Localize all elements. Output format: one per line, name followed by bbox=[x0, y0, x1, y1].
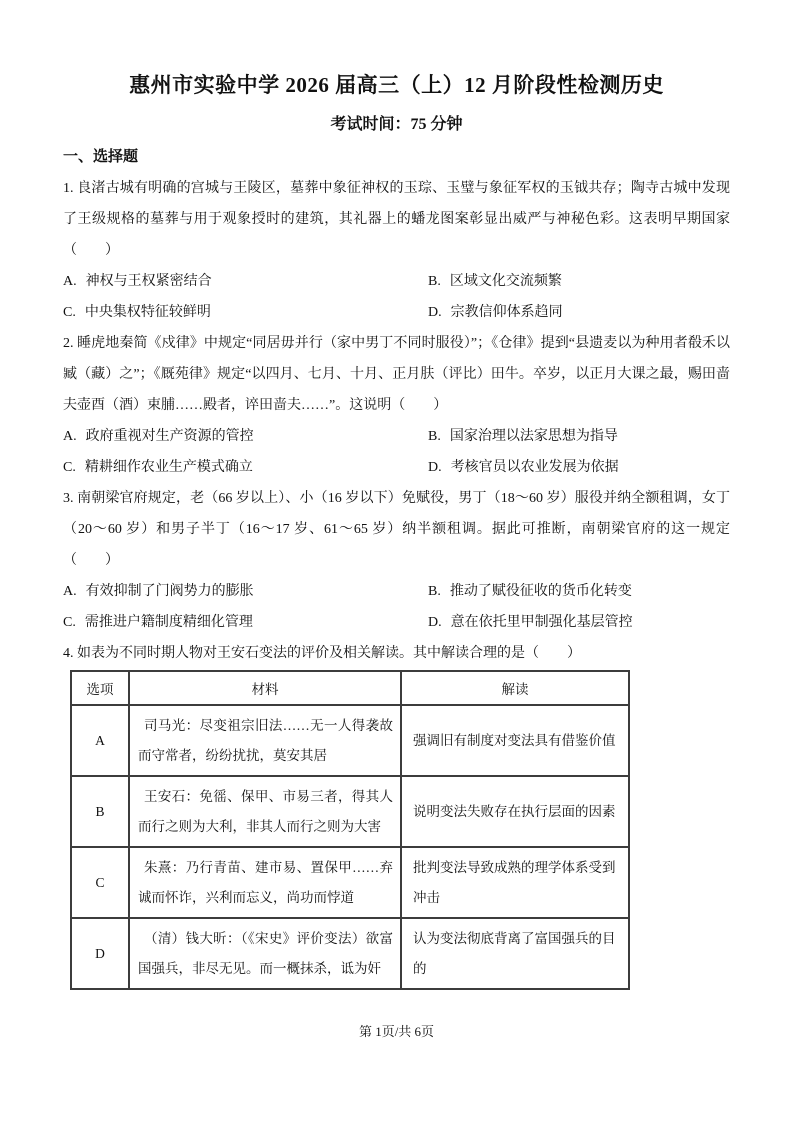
option-text: 推动了赋役征收的货币化转变 bbox=[449, 584, 632, 599]
option-label: C. bbox=[63, 460, 76, 475]
table-row bbox=[71, 776, 629, 847]
option-text: 宗教信仰体系趋同 bbox=[450, 305, 563, 320]
question-3-stem: 3. 南朝梁官府规定，老（66 岁以上）、小（16 岁以下）免赋役，男丁（18～60 岁）服役并纳全额租调，女丁（20～60 岁）和男子半丁（16～17 岁、61～65 岁）纳半额租调。据此可推断，南朝梁官府的这一规定（ ） bbox=[63, 491, 730, 568]
option-label: A. bbox=[63, 584, 77, 599]
cell-material: 朱熹：乃行青苗、建市易、置保甲……弃诚而怀诈，兴利而忘义，尚功而悖道 bbox=[129, 847, 401, 918]
cell-interpretation: 说明变法失败存在执行层面的因素 bbox=[401, 776, 629, 847]
page-footer: 第 1页/共 6页 bbox=[358, 1024, 435, 1039]
question-1-options bbox=[63, 266, 730, 328]
question-3-options bbox=[63, 576, 730, 638]
option-1b bbox=[428, 266, 730, 297]
option-text: 有效抑制了门阀势力的膨胀 bbox=[85, 584, 254, 599]
option-2d bbox=[428, 452, 730, 483]
option-label: D. bbox=[428, 460, 442, 475]
table-row bbox=[71, 705, 629, 776]
option-1d bbox=[428, 297, 730, 328]
page-title: 惠州市实验中学 2026 届高三（上）12 月阶段性检测历史 bbox=[129, 73, 664, 97]
option-label: A. bbox=[63, 429, 77, 444]
question-1-stem: 1. 良渚古城有明确的宫城与王陵区，墓葬中象征神权的玉琮、玉璧与象征军权的玉钺共存；陶寺古城中发现了王级规格的墓葬与用于观象授时的建筑，其礼器上的蟠龙图案彰显出威严与神秘色彩。这表明早期国家（ ） bbox=[63, 181, 730, 258]
table-row bbox=[71, 918, 629, 989]
option-3d bbox=[428, 607, 730, 638]
section-heading: 一、选择题 bbox=[63, 149, 139, 165]
option-1c bbox=[63, 297, 428, 328]
option-text: 神权与王权紧密结合 bbox=[85, 274, 212, 289]
option-text: 意在依托里甲制强化基层管控 bbox=[450, 615, 633, 630]
cell-material: （清）钱大昕：（《宋史》评价变法）欲富国强兵，非尽无见。而一概抹杀，诋为奸 bbox=[129, 918, 401, 989]
cell-option: C bbox=[71, 847, 129, 918]
question-2-stem: 2. 睡虎地秦简《戍律》中规定“同居毋并行（家中男丁不同时服役）”；《仓律》提到“县遗麦以为种用者殽禾以臧（藏）之”；《厩苑律》规定“以四月、七月、十月、正月肤（评比）田牛。卒岁，以正月大课之最，赐田啬夫壶酉（酒）束脯……殿者，谇田啬夫……”。这说明（ ） bbox=[63, 336, 730, 413]
option-label: B. bbox=[428, 274, 441, 289]
question-4-table bbox=[70, 670, 630, 990]
option-label: C. bbox=[63, 615, 76, 630]
cell-interpretation: 批判变法导致成熟的理学体系受到冲击 bbox=[401, 847, 629, 918]
option-text: 区域文化交流频繁 bbox=[449, 274, 562, 289]
exam-time: 考试时间：75 分钟 bbox=[330, 116, 463, 133]
cell-option: B bbox=[71, 776, 129, 847]
option-3a bbox=[63, 576, 428, 607]
cell-material: 王安石：免徭、保甲、市易三者，得其人而行之则为大利，非其人而行之则为大害 bbox=[129, 776, 401, 847]
cell-option: A bbox=[71, 705, 129, 776]
header-interpretation: 解读 bbox=[401, 671, 629, 705]
cell-option: D bbox=[71, 918, 129, 989]
option-text: 政府重视对生产资源的管控 bbox=[85, 429, 254, 444]
option-1a bbox=[63, 266, 428, 297]
option-label: D. bbox=[428, 305, 442, 320]
cell-interpretation: 认为变法彻底背离了富国强兵的目的 bbox=[401, 918, 629, 989]
option-label: A. bbox=[63, 274, 77, 289]
option-2a bbox=[63, 421, 428, 452]
option-label: B. bbox=[428, 429, 441, 444]
option-label: D. bbox=[428, 615, 442, 630]
option-2b bbox=[428, 421, 730, 452]
option-text: 需推进户籍制度精细化管理 bbox=[84, 615, 253, 630]
option-2c bbox=[63, 452, 428, 483]
question-4-stem: 4. 如表为不同时期人物对王安石变法的评价及相关解读。其中解读合理的是（ ） bbox=[63, 646, 581, 661]
question-2-options bbox=[63, 421, 730, 483]
option-3c bbox=[63, 607, 428, 638]
option-text: 中央集权特征较鲜明 bbox=[84, 305, 211, 320]
cell-material: 司马光：尽变祖宗旧法……无一人得袭故而守常者，纷纷扰扰，莫安其居 bbox=[129, 705, 401, 776]
option-label: B. bbox=[428, 584, 441, 599]
option-3b bbox=[428, 576, 730, 607]
header-material: 材料 bbox=[129, 671, 401, 705]
table-row bbox=[71, 847, 629, 918]
table-header-row bbox=[71, 671, 629, 705]
option-text: 考核官员以农业发展为依据 bbox=[450, 460, 619, 475]
header-option: 选项 bbox=[71, 671, 129, 705]
option-label: C. bbox=[63, 305, 76, 320]
cell-interpretation: 强调旧有制度对变法具有借鉴价值 bbox=[401, 705, 629, 776]
option-text: 精耕细作农业生产模式确立 bbox=[84, 460, 253, 475]
option-text: 国家治理以法家思想为指导 bbox=[449, 429, 618, 444]
